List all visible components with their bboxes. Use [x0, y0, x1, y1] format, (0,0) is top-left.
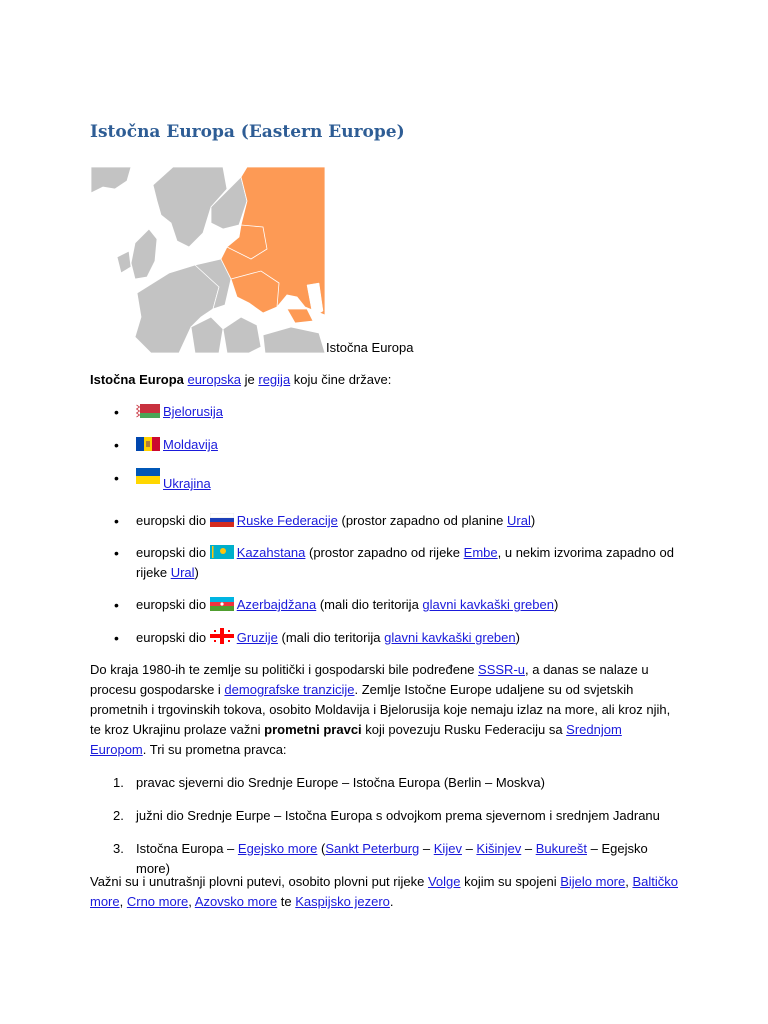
list-text: (mali dio teritorija — [316, 597, 423, 612]
link-embe[interactable]: Embe — [463, 545, 498, 560]
list-number: 2. — [113, 808, 124, 823]
para-text: , — [188, 894, 195, 909]
link-ural[interactable]: Ural — [507, 513, 531, 528]
map-image — [91, 167, 325, 353]
list-text: ) — [194, 565, 199, 580]
para-text: koji povezuju Rusku Federaciju sa — [361, 722, 567, 737]
link-country[interactable]: Ruske Federacije — [236, 513, 338, 528]
list-text: (prostor zapadno od rijeke — [305, 545, 464, 560]
list-text: ) — [553, 597, 559, 612]
moldova-flag-icon — [136, 437, 160, 451]
link-bukurest[interactable]: Bukurešt — [535, 841, 587, 856]
link-country[interactable]: Kazahstana — [236, 545, 306, 560]
list-item — [108, 595, 678, 615]
para-text: . — [389, 894, 394, 909]
route-text: južni dio Srednje Eurpe – Istočna Europa s odvojkom prema sjevernom i srednjem Jadranu — [136, 808, 660, 823]
kazakhstan-flag-icon — [210, 545, 234, 559]
route-text: – — [521, 841, 536, 856]
link-sankt-peterburg[interactable]: Sankt Peterburg — [325, 841, 420, 856]
link-demografske[interactable]: demografske tranzicije — [224, 682, 355, 697]
intro-text: je — [241, 372, 259, 387]
link-ural[interactable]: Ural — [170, 565, 195, 580]
list-item — [108, 468, 678, 494]
georgia-flag-icon — [210, 628, 234, 642]
link-country[interactable]: Gruzije — [236, 630, 278, 645]
link-europska[interactable]: europska — [187, 372, 242, 387]
link-regija[interactable]: regija — [258, 372, 291, 387]
page-title: Istočna Europa (Eastern Europe) — [90, 122, 405, 142]
para-text: Važni su i unutrašnji plovni putevi, osobito plovni put rijeke — [90, 874, 428, 889]
route-text: Istočna Europa – — [136, 841, 238, 856]
link-kaspijsko-jezero[interactable]: Kaspijsko jezero — [295, 894, 390, 909]
eastern-europe-map — [91, 167, 325, 358]
para-text: kojim su spojeni — [460, 874, 561, 889]
link-azovsko-more[interactable]: Azovsko more — [194, 894, 278, 909]
list-item — [108, 435, 678, 455]
intro-end-text: koju čine države: — [290, 372, 392, 387]
routes-list — [108, 773, 678, 879]
countries-list — [108, 402, 678, 648]
belarus-flag-icon — [136, 404, 160, 418]
intro-bold: Istočna Europa — [90, 372, 184, 387]
paragraph-history — [90, 660, 675, 760]
link-kavkaz[interactable]: glavni kavkaški greben — [384, 630, 516, 645]
list-text: ) — [530, 513, 536, 528]
map-caption: Istočna Europa — [326, 340, 414, 355]
link-kisinjev[interactable]: Kišinjev — [476, 841, 522, 856]
route-text: – Egejsko more) — [136, 841, 648, 876]
paragraph-waterways — [90, 872, 680, 912]
link-kavkaz[interactable]: glavni kavkaški greben — [422, 597, 554, 612]
list-prefix: europski dio — [136, 513, 210, 528]
link-bijelo-more[interactable]: Bijelo more — [560, 874, 626, 889]
list-item — [108, 773, 678, 793]
route-text: – — [461, 841, 477, 856]
para-text: Do kraja 1980-ih te zemlje su politički i gospodarski bile podređene — [90, 662, 479, 677]
list-text: (mali dio teritorija — [277, 630, 385, 645]
list-text: (prostor zapadno od planine — [337, 513, 507, 528]
route-text: – — [419, 841, 434, 856]
para-bold: prometni pravci — [264, 722, 362, 737]
link-country[interactable]: Ukrajina — [163, 476, 211, 491]
list-number: 3. — [113, 841, 124, 856]
para-text: . Zemlje Istočne Europe udaljene su od svjetskih prometnih i trgovinskih tokova, osobito Moldavija i Bjelorusija koje nemaju izlaz na more, ali kroz njih, te kroz Ukrajinu prolaze važni — [90, 682, 671, 737]
list-item — [108, 543, 678, 583]
list-number: 1. — [113, 775, 124, 790]
route-text: pravac sjeverni dio Srednje Europe – Istočna Europa (Berlin – Moskva) — [136, 775, 545, 790]
list-item — [108, 806, 678, 826]
para-text: , — [119, 894, 127, 909]
list-text: , u nekim izvorima zapadno od rijeke — [136, 545, 674, 580]
para-text: , — [625, 874, 633, 889]
para-text: te — [277, 894, 296, 909]
list-item — [108, 628, 678, 648]
link-sssr[interactable]: SSSR-u — [478, 662, 526, 677]
link-country[interactable]: Moldavija — [163, 437, 218, 452]
link-balticko-more[interactable]: Baltičko more — [90, 874, 679, 909]
list-prefix: europski dio — [136, 545, 210, 560]
ukraine-flag-icon — [136, 468, 160, 482]
list-prefix: europski dio — [136, 597, 210, 612]
list-item — [108, 402, 678, 422]
intro-paragraph — [90, 370, 391, 390]
list-prefix: europski dio — [136, 630, 210, 645]
para-text: , a danas se nalaze u procesu gospodarske i — [90, 662, 649, 697]
list-text: ) — [515, 630, 520, 645]
russia-flag-icon — [210, 513, 234, 527]
route-text: ( — [317, 841, 326, 856]
link-volga[interactable]: Volge — [427, 874, 461, 889]
link-srednja-europa[interactable]: Srednjom Europom — [90, 722, 622, 757]
link-kijev[interactable]: Kijev — [433, 841, 462, 856]
link-country[interactable]: Azerbajdžana — [236, 597, 317, 612]
link-crno-more[interactable]: Crno more — [126, 894, 189, 909]
azerbaijan-flag-icon — [210, 597, 234, 611]
link-country[interactable]: Bjelorusija — [163, 404, 223, 419]
link-egejsko[interactable]: Egejsko more — [237, 841, 318, 856]
para-text: . Tri su prometna pravca: — [142, 742, 287, 757]
list-item — [108, 511, 678, 531]
